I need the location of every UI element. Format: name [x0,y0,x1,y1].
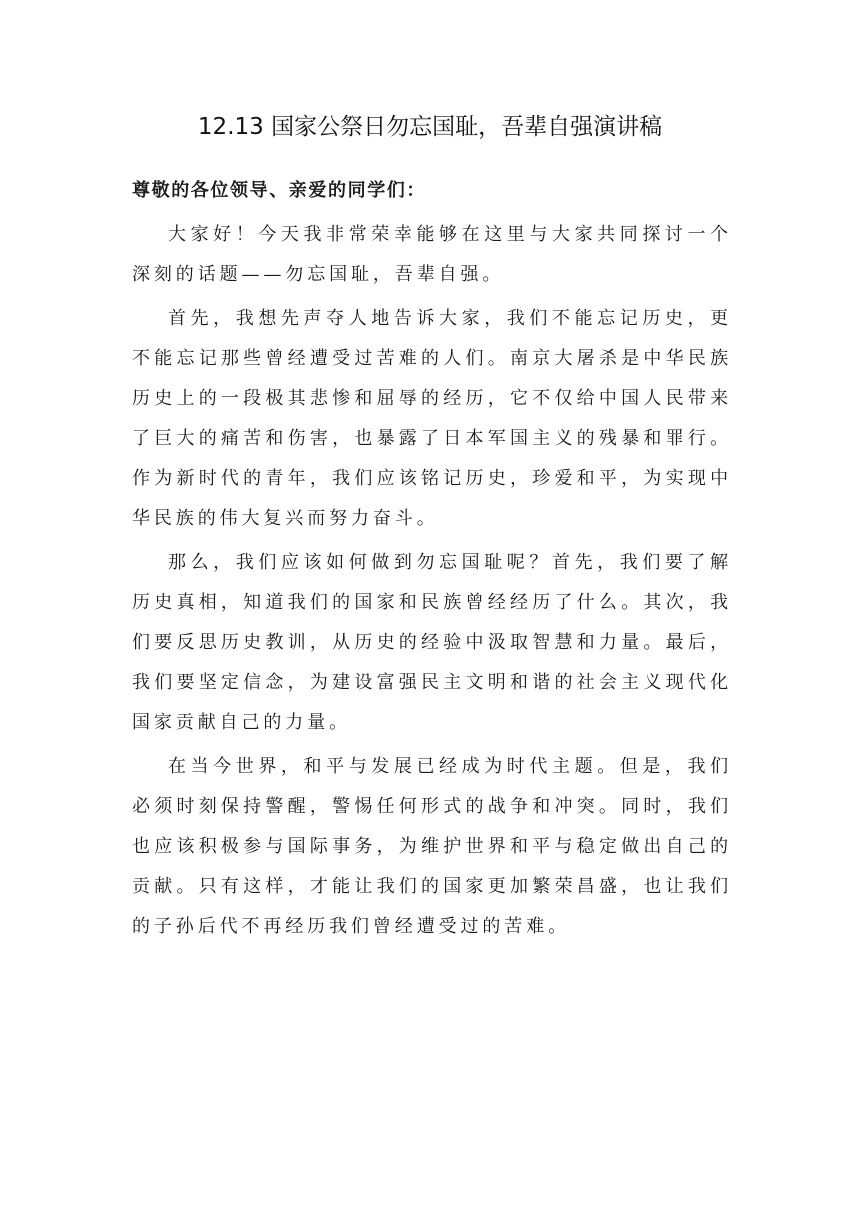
paragraph-how-to-remember: 那么，我们应该如何做到勿忘国耻呢？首先，我们要了解历史真相，知道我们的国家和民族曾经经历了什么。其次，我们要反思历史教训，从历史的经验中汲取智慧和力量。最后，我们要坚定信念，为建设富强民主文明和谐的社会主义现代化国家贡献自己的力量。 [132,552,732,733]
paragraph-peace-and-development: 在当今世界，和平与发展已经成为时代主题。但是，我们必须时刻保持警醒，警惕任何形式的战争和冲突。同时，我们也应该积极参与国际事务，为维护世界和平与稳定做出自己的贡献。只有这样，才能让我们的国家更加繁荣昌盛，也让我们的子孙后代不再经历我们曾经遭受过的苦难。 [132,756,732,937]
document-title: 12.13 国家公祭日勿忘国耻，吾辈自强演讲稿 [197,114,663,140]
speech-body [132,171,732,951]
paragraph-greeting: 大家好！今天我非常荣幸能够在这里与大家共同探讨一个深刻的话题——勿忘国耻，吾辈自强。 [132,224,732,285]
salutation: 尊敬的各位领导、亲爱的同学们： [132,180,426,201]
paragraph-remember-history: 首先，我想先声夺人地告诉大家，我们不能忘记历史，更不能忘记那些曾经遭受过苦难的人们。南京大屠杀是中华民族历史上的一段极其悲惨和屈辱的经历，它不仅给中国人民带来了巨大的痛苦和伤害，也暴露了日本军国主义的残暴和罪行。作为新时代的青年，我们应该铭记历史，珍爱和平，为实现中华民族的伟大复兴而努力奋斗。 [132,308,732,529]
